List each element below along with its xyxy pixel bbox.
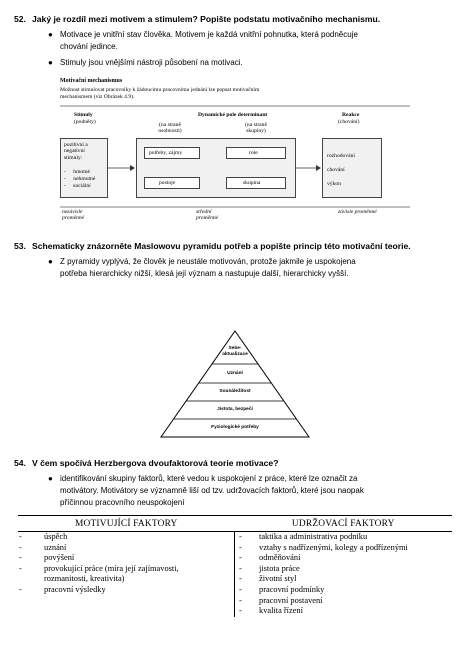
role-label: role — [249, 150, 258, 156]
question-number: 54. — [14, 458, 26, 468]
bullet-item — [48, 473, 364, 509]
reaction-item: výkon — [327, 181, 341, 187]
attitudes-box — [144, 177, 200, 189]
list-item: - vztahy s nadřízenými, kolegy a podřízenými — [239, 542, 408, 552]
question-title: Jaký je rozdíl mezi motivem a stimulem? Popište podstatu motivačního mechanismu. — [32, 14, 381, 24]
reaction-item: chování — [327, 167, 345, 173]
col-dynamic-head: Dynamické pole determinant — [198, 112, 268, 118]
attitudes-label: postoje — [159, 180, 176, 186]
list-item: - pracovní podmínky — [239, 584, 325, 594]
reaction-item: rozhodování — [327, 153, 355, 159]
pyramid-level-5: Fyziologické potřeby — [211, 425, 259, 430]
question-title: V čem spočívá Herzbergova dvoufaktorová teorie motivace? — [32, 458, 279, 468]
needs-box — [144, 147, 200, 159]
bullet-text: identifikování skupiny faktorů, které vedou k uspokojení z práce, které lze označit za — [60, 474, 358, 483]
list-item: rozmanitosti, kreativita) — [44, 574, 125, 584]
bullet-icon: ● — [48, 257, 53, 266]
table-header-motivating: MOTIVUJÍCÍ FAKTORY — [18, 516, 235, 532]
col-reaction-sub: (chování) — [338, 119, 360, 125]
pyramid-level-3: Sounáležitost — [219, 389, 251, 394]
bullet-text: motivátory. Motivátory se významně liší od tzv. udržovacích faktorů, které jsou naopak — [60, 486, 364, 495]
bullet-text: chování jedince. — [60, 42, 118, 51]
hygiene-factors-list — [235, 532, 453, 617]
question-number: 53. — [14, 241, 26, 251]
list-item: - jistota práce — [239, 563, 300, 573]
footer-independent: nezávisle proměnné — [62, 209, 85, 222]
pyramid-level-2: Uznání — [227, 371, 243, 376]
list-item: - odměňování — [239, 553, 301, 563]
question-53 — [14, 241, 411, 251]
list-item: - uznání — [19, 542, 67, 552]
stimuli-item: - nehmotné — [64, 176, 96, 182]
bullet-text: Z pyramidy vyplývá, že člověk je neustále motivován, protože jakmile je uspokojena — [60, 257, 356, 266]
list-item: - povýšení — [19, 553, 75, 563]
list-item: - úspěch — [19, 532, 68, 541]
bullet-text: příčinnou pracovního neuspokojení — [60, 498, 185, 507]
list-item: - životní styl — [239, 574, 297, 584]
maslow-pyramid — [160, 330, 310, 438]
list-item: - kvalita řízení — [239, 606, 303, 616]
group-label: skupina — [243, 180, 261, 186]
col-stimuli-sub: (podněty) — [74, 119, 96, 125]
footer-dependent: závisle proměnné — [338, 209, 377, 215]
question-title: Schematicky znázorněte Maslowovu pyramidu potřeb a popište princip této motivační teorie. — [32, 241, 411, 251]
stimuli-text: pozitivní a negativní stimuly: — [64, 142, 88, 161]
pyramid-level-4: Jistota, bezpečí — [217, 407, 253, 412]
role-box — [226, 147, 286, 159]
list-item: - taktika a administrativa podniku — [239, 532, 368, 541]
bullet-item — [48, 57, 243, 69]
motivating-factors-list — [18, 532, 235, 617]
stimuli-box — [60, 138, 108, 198]
motivation-mechanism-diagram — [58, 78, 414, 220]
diagram-text: Možnost stimulovat pracovníky k žádoucímu pracovnímu jednání lze popsat motivačním — [60, 87, 260, 93]
needs-label: potřeby, zájmy — [149, 150, 183, 156]
bullet-icon: ● — [48, 474, 53, 483]
question-number: 52. — [14, 14, 26, 24]
col-dynamic-right-sub: (na straně skupiny) — [245, 122, 267, 135]
group-box — [226, 177, 286, 189]
herzberg-factors-table — [18, 515, 452, 617]
pyramid-level-1: Sebe-aktualizace — [222, 346, 248, 357]
bullet-text: Motivace je vnitřní stav člověka. Motivem je každá vnitřní pohnutka, která podněcuje — [60, 30, 358, 39]
stimuli-item: - sociální — [64, 183, 91, 189]
list-item: - provokující práce (míra její zajímavosti, — [19, 563, 179, 573]
footer-middle: střední proměnné — [196, 209, 219, 222]
stimuli-item: - hmotné — [64, 169, 91, 175]
bullet-icon: ● — [48, 58, 53, 67]
list-item: - pracovní výsledky — [19, 584, 106, 594]
diagram-title: Motivační mechanismus — [60, 78, 123, 84]
bullet-text: potřeba hierarchicky nižší, klesá její význam a nastupuje další, hierarchicky vyšší. — [60, 269, 349, 278]
reactions-box — [322, 138, 382, 198]
bullet-item — [48, 256, 356, 280]
question-54 — [14, 458, 278, 468]
col-stimuli-head: Stimuly — [74, 112, 93, 118]
diagram-text: mechanismem (viz Obrázek 4.9). — [60, 94, 135, 100]
bullet-text: Stimuly jsou vnějšími nástroji působení na motivaci. — [60, 58, 243, 67]
table-header-hygiene: UDRŽOVACÍ FAKTORY — [235, 516, 453, 532]
question-52 — [14, 14, 380, 24]
col-reaction-head: Reakce — [342, 112, 360, 118]
bullet-item — [48, 29, 358, 53]
col-dynamic-left-sub: (na straně osobnosti) — [158, 122, 182, 135]
bullet-icon: ● — [48, 30, 53, 39]
list-item: - pracovní postavení — [239, 595, 323, 605]
